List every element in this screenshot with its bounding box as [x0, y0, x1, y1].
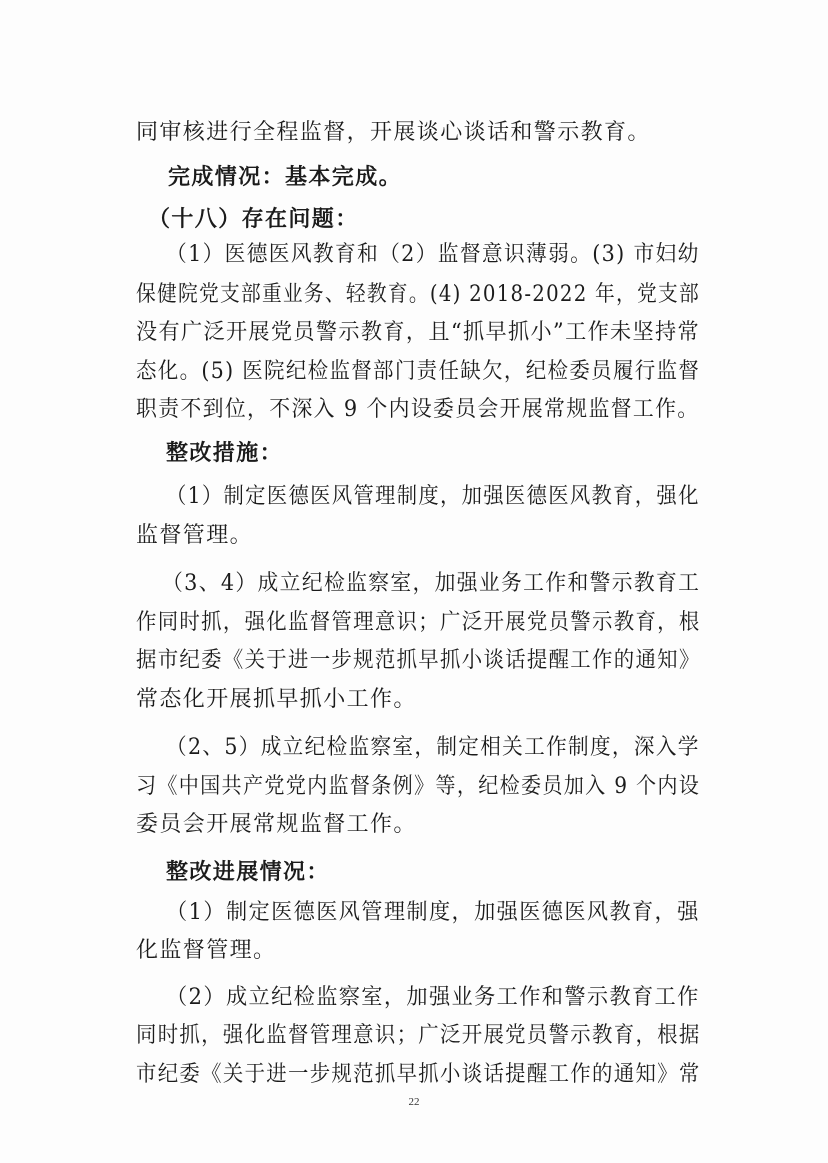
body-line: 据市纪委《关于进一步规范抓早抓小谈话提醒工作的通知》: [136, 648, 701, 673]
body-line: 作同时抓，强化监督管理意识；广泛开展党员警示教育，根: [136, 610, 701, 635]
body-line: 市纪委《关于进一步规范抓早抓小谈话提醒工作的通知》常: [136, 1062, 701, 1087]
body-line: 同审核进行全程监督，开展谈心谈话和警示教育。: [136, 120, 651, 145]
body-line: 没有广泛开展党员警示教育，且“抓早抓小”工作未坚持常: [136, 320, 701, 345]
status-heading: 完成情况：基本完成。: [168, 164, 403, 190]
measures-heading: 整改措施：: [166, 440, 284, 466]
body-line: （1）制定医德医风管理制度，加强医德医风教育，强: [166, 900, 700, 925]
body-line: （2）成立纪检监察室，加强业务工作和警示教育工作: [166, 985, 700, 1010]
body-line: 态化。(5) 医院纪检监督部门责任缺欠，纪检委员履行监督: [136, 359, 701, 384]
page-number: 22: [408, 1096, 420, 1108]
body-line: 职责不到位，不深入 9 个内设委员会开展常规监督工作。: [136, 397, 700, 422]
body-line: （2、5）成立纪检监察室，制定相关工作制度，深入学: [166, 735, 700, 760]
body-line: 委员会开展常规监督工作。: [136, 812, 417, 837]
section-heading-18: （十八）存在问题：: [148, 206, 359, 232]
body-line: 化监督管理。: [136, 938, 277, 963]
body-line: 监督管理。: [136, 523, 254, 548]
body-line: 同时抓，强化监督管理意识；广泛开展党员警示教育，根据: [136, 1023, 701, 1048]
body-line: 常态化开展抓早抓小工作。: [136, 687, 417, 712]
body-line: 保健院党支部重业务、轻教育。(4) 2018-2022 年，党支部: [136, 282, 701, 307]
body-line: （1）医德医风教育和（2）监督意识薄弱。(3) 市妇幼: [166, 242, 700, 267]
body-line: （1）制定医德医风管理制度，加强医德医风教育，强化: [166, 484, 700, 509]
progress-heading: 整改进展情况：: [166, 859, 330, 885]
body-line: 习《中国共产党党内监督条例》等，纪检委员加入 9 个内设: [136, 774, 701, 799]
body-line: （3、4）成立纪检监察室，加强业务工作和警示教育工: [162, 571, 701, 596]
